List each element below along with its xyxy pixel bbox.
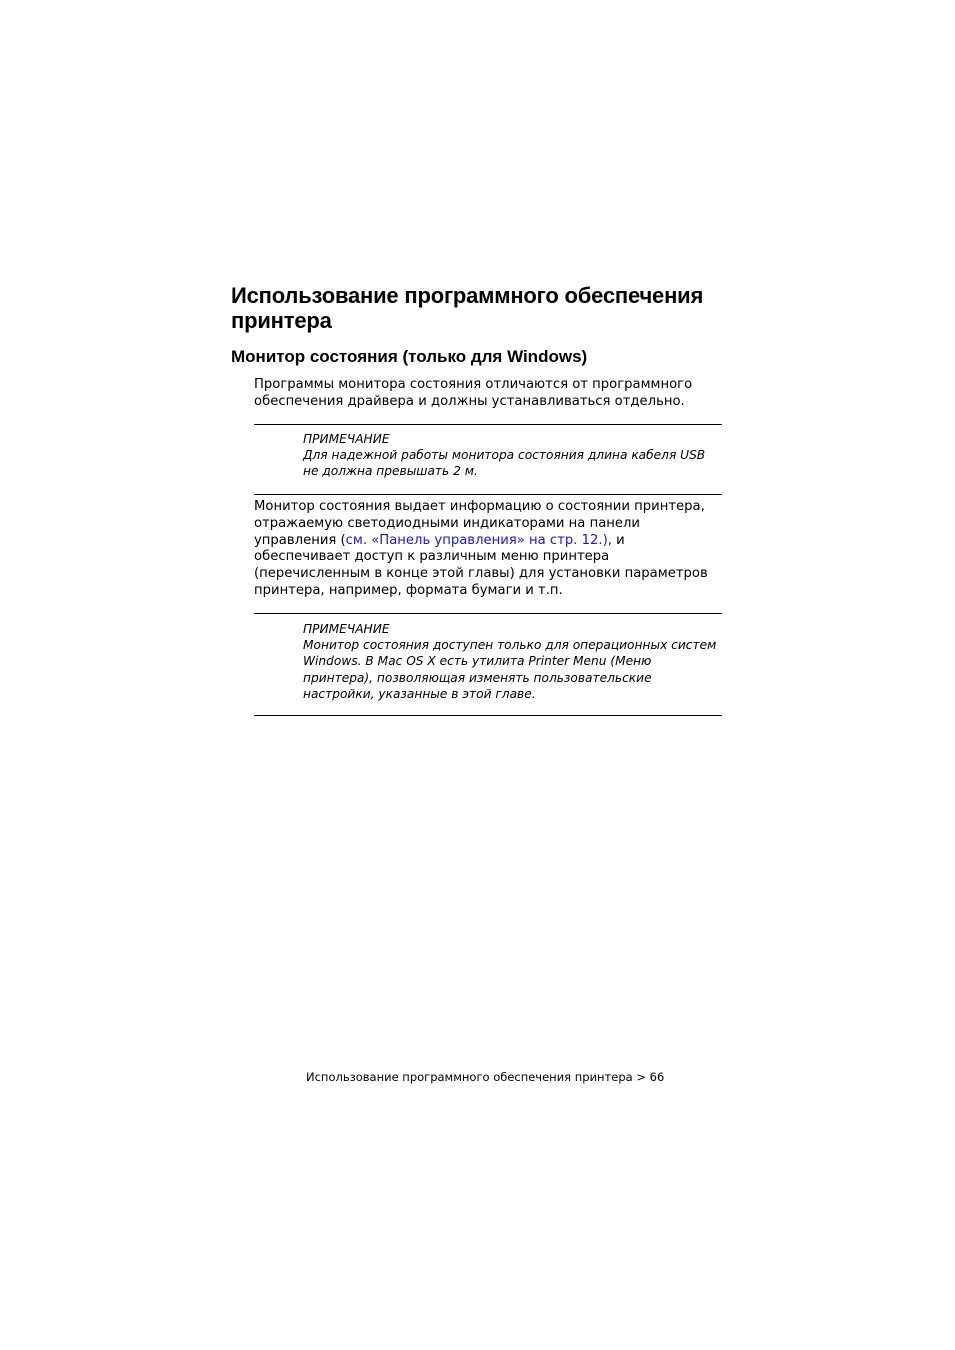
note-top-divider (254, 613, 722, 614)
note-block (303, 621, 723, 702)
control-panel-link[interactable]: см. «Панель управления» на стр. 12.), (345, 532, 612, 548)
page-footer: Использование программного обеспечения принтера > 66 (306, 1070, 665, 1084)
body-paragraph (254, 499, 724, 600)
note-block (303, 431, 723, 480)
note-bottom-divider (254, 494, 722, 495)
page-title: Использование программного обеспечения принтера (231, 283, 704, 333)
body-text-after-link: и обеспечивает доступ к различным меню принтера (перечисленным в конце этой главы) для установки параметров принтера, например, формата бумаги и т.п. (254, 532, 708, 598)
note-text: Для надежной работы монитора состояния длина кабеля USB не должна превышать 2 м. (303, 448, 706, 479)
note-label: ПРИМЕЧАНИЕ (303, 622, 390, 636)
body-text-before-link: Монитор состояния выдает информацию о состоянии принтера, отражаемую светодиодными индикаторами на панели управления ( (254, 499, 705, 548)
intro-paragraph: Программы монитора состояния отличаются от программного обеспечения драйвера и должны устанавливаться отдельно. (254, 377, 693, 409)
section-heading: Монитор состояния (только для Windows) (231, 347, 588, 366)
note-top-divider (254, 424, 722, 425)
note-bottom-divider (254, 715, 722, 716)
note-label: ПРИМЕЧАНИЕ (303, 432, 390, 446)
note-text: Монитор состояния доступен только для операционных систем Windows. В Mac OS X есть утилита Printer Menu (Меню принтера), позволяющая изменять пользовательские настройки, указанные в этой главе. (303, 638, 717, 701)
